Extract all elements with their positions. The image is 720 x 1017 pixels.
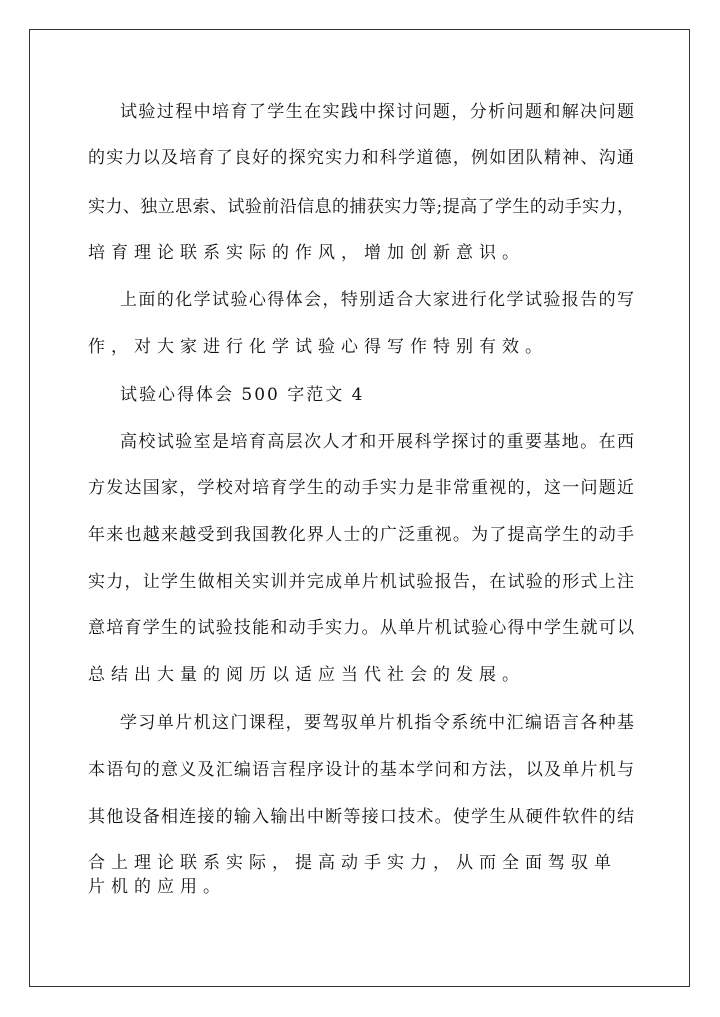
text-line: 年来也越来越受到我国教化界人士的广泛重视。为了提高学生的动手 — [88, 525, 634, 545]
text-line: 实力，让学生做相关实训并完成单片机试验报告，在试验的形式上注 — [88, 572, 634, 592]
text-line: 高校试验室是培育高层次人才和开展科学探讨的重要基地。在西 — [120, 432, 634, 452]
text-line: 合上理论联系实际，提高动手实力，从而全面驾驭单片机的应用。 — [88, 853, 617, 897]
text-line: 总结出大量的阅历以适应当代社会的发展。 — [88, 665, 525, 685]
text-line: 作，对大家进行化学试验心得写作特别有效。 — [88, 337, 548, 357]
text-line: 试验过程中培育了学生在实践中探讨问题，分析问题和解决问题 — [120, 102, 634, 122]
text-line: 培育理论联系实际的作风，增加创新意识。 — [88, 243, 525, 263]
page-border — [29, 29, 690, 987]
text-line: 本语句的意义及汇编语言程序设计的基本学问和方法，以及单片机与 — [88, 760, 634, 780]
text-line: 的实力以及培育了良好的探究实力和科学道德，例如团队精神、沟通 — [88, 148, 634, 168]
text-line: 其他设备相连接的输入输出中断等接口技术。使学生从硬件软件的结 — [88, 807, 634, 827]
text-line: 学习单片机这门课程，要驾驭单片机指令系统中汇编语言各种基 — [120, 713, 634, 733]
text-line: 实力、独立思索、试验前沿信息的捕获实力等;提高了学生的动手实力， — [88, 197, 634, 217]
heading-text: 试验心得体会 500 字范文 4 — [120, 385, 365, 405]
text-line: 上面的化学试验心得体会，特别适合大家进行化学试验报告的写 — [120, 290, 634, 310]
text-line: 方发达国家，学校对培育学生的动手实力是非常重视的，这一问题近 — [88, 478, 634, 498]
text-line: 意培育学生的试验技能和动手实力。从单片机试验心得中学生就可以 — [88, 618, 634, 638]
